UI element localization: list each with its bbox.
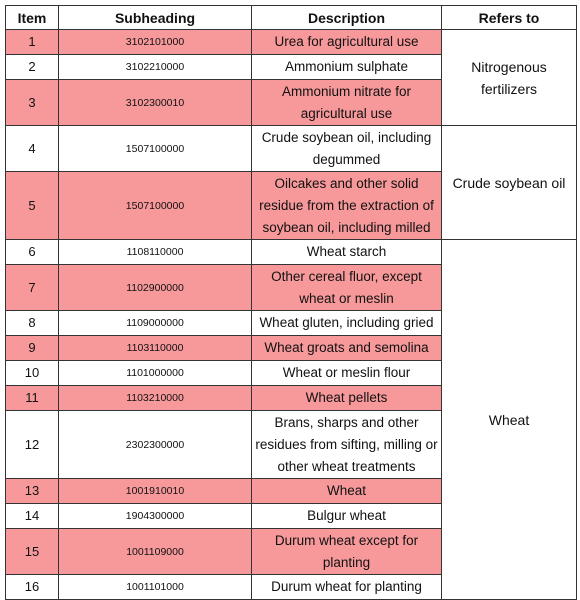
description-cell: Crude soybean oil, including degummed bbox=[252, 126, 442, 172]
subheading-cell: 1103210000 bbox=[59, 386, 252, 411]
subheading-cell: 1001101000 bbox=[59, 575, 252, 600]
item-cell: 16 bbox=[6, 575, 59, 600]
description-cell: Ammonium nitrate for agricultural use bbox=[252, 80, 442, 126]
header-description: Description bbox=[252, 6, 442, 30]
description-cell: Wheat bbox=[252, 479, 442, 504]
description-cell: Urea for agricultural use bbox=[252, 30, 442, 55]
description-cell: Bulgur wheat bbox=[252, 504, 442, 529]
refers-to-crude-soybean-oil: Crude soybean oil bbox=[442, 126, 577, 240]
subheading-cell: 1001109000 bbox=[59, 529, 252, 575]
item-cell: 4 bbox=[6, 126, 59, 172]
subheading-cell: 3102210000 bbox=[59, 55, 252, 80]
item-cell: 3 bbox=[6, 80, 59, 126]
subheading-cell: 3102101000 bbox=[59, 30, 252, 55]
description-cell: Ammonium sulphate bbox=[252, 55, 442, 80]
refers-to-wheat: Wheat bbox=[442, 240, 577, 600]
refers-to-nitrogenous-fertilizers: Nitrogenous fertilizers bbox=[442, 30, 577, 126]
item-cell: 11 bbox=[6, 386, 59, 411]
item-cell: 15 bbox=[6, 529, 59, 575]
item-cell: 8 bbox=[6, 311, 59, 336]
item-cell: 10 bbox=[6, 361, 59, 386]
description-cell: Oilcakes and other solid residue from the extraction of soybean oil, including milled bbox=[252, 172, 442, 240]
description-cell: Wheat gluten, including gried bbox=[252, 311, 442, 336]
header-row bbox=[6, 6, 577, 30]
header-item: Item bbox=[6, 6, 59, 30]
description-cell: Wheat starch bbox=[252, 240, 442, 265]
description-cell: Wheat or meslin flour bbox=[252, 361, 442, 386]
item-cell: 6 bbox=[6, 240, 59, 265]
item-cell: 1 bbox=[6, 30, 59, 55]
subheading-cell: 1102900000 bbox=[59, 265, 252, 311]
description-cell: Wheat pellets bbox=[252, 386, 442, 411]
item-cell: 5 bbox=[6, 172, 59, 240]
table-row bbox=[6, 30, 577, 55]
item-cell: 14 bbox=[6, 504, 59, 529]
products-table bbox=[5, 5, 577, 600]
subheading-cell: 1108110000 bbox=[59, 240, 252, 265]
subheading-cell: 1103110000 bbox=[59, 336, 252, 361]
subheading-cell: 1001910010 bbox=[59, 479, 252, 504]
description-cell: Durum wheat except for planting bbox=[252, 529, 442, 575]
description-cell: Wheat groats and semolina bbox=[252, 336, 442, 361]
description-cell: Durum wheat for planting bbox=[252, 575, 442, 600]
item-cell: 9 bbox=[6, 336, 59, 361]
header-subheading: Subheading bbox=[59, 6, 252, 30]
description-cell: Other cereal fluor, except wheat or meslin bbox=[252, 265, 442, 311]
subheading-cell: 2302300000 bbox=[59, 411, 252, 479]
subheading-cell: 3102300010 bbox=[59, 80, 252, 126]
subheading-cell: 1507100000 bbox=[59, 126, 252, 172]
item-cell: 7 bbox=[6, 265, 59, 311]
item-cell: 2 bbox=[6, 55, 59, 80]
description-cell: Brans, sharps and other residues from sifting, milling or other wheat treatments bbox=[252, 411, 442, 479]
subheading-cell: 1507100000 bbox=[59, 172, 252, 240]
table-container bbox=[5, 5, 577, 600]
subheading-cell: 1904300000 bbox=[59, 504, 252, 529]
table-row bbox=[6, 240, 577, 265]
item-cell: 12 bbox=[6, 411, 59, 479]
header-refers-to: Refers to bbox=[442, 6, 577, 30]
subheading-cell: 1101000000 bbox=[59, 361, 252, 386]
subheading-cell: 1109000000 bbox=[59, 311, 252, 336]
item-cell: 13 bbox=[6, 479, 59, 504]
table-row bbox=[6, 126, 577, 172]
